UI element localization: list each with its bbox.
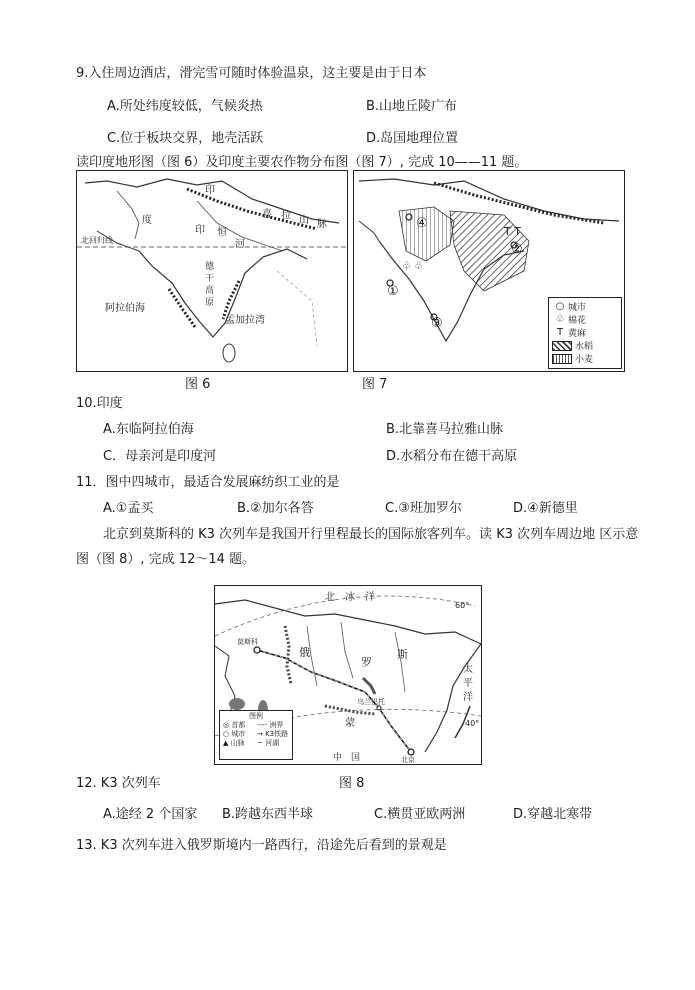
q11-option-c: C.③班加罗尔 (385, 501, 462, 516)
india-terrain-map (76, 170, 348, 372)
q13-stem: 13. K3 次列车进入俄罗斯境内一路西行，沿途先后看到的景观是 (76, 838, 447, 853)
legend-wheat-label: 小麦 (575, 355, 594, 365)
label-luo: 罗 (361, 656, 372, 669)
q9-option-b: B.山地丘陵广布 (366, 99, 458, 114)
wheat-swatch-icon (552, 354, 572, 364)
label-si: 斯 (397, 648, 408, 661)
legend-rice-label: 水稻 (575, 342, 594, 352)
marker-4: ④ (416, 216, 428, 231)
label-deccan-2: 干 (205, 274, 215, 284)
q11-option-d: D.④新德里 (513, 501, 578, 516)
legend-city-label: 城市 (568, 303, 587, 313)
label-mai: 脉 (317, 219, 327, 230)
label-yin: 印 (195, 225, 205, 236)
label-shan: 山 (299, 215, 309, 226)
legend-wheat (552, 352, 618, 365)
q9-option-c: C.位于板块交界，地壳活跃 (107, 131, 264, 146)
label-ulaanbaatar: 乌兰巴托 (357, 698, 385, 706)
india-crops-map (353, 170, 625, 372)
jute-icon: T (556, 327, 564, 338)
intro-k3-line2: 图（图 8）, 完成 12～14 题。 (76, 552, 256, 567)
label-pacific-1: 太 (463, 664, 473, 675)
map8-legend-boundary: ---- 洲界 (257, 721, 284, 729)
map8-legend (219, 710, 293, 760)
legend-cotton-label: 棉花 (568, 316, 587, 326)
map7-caption: 图 7 (362, 377, 388, 392)
legend-city (552, 300, 618, 313)
label-xi: 喜 (262, 209, 272, 220)
map8-legend-mountain: ▲ 山脉 (223, 739, 245, 747)
label-deccan-3: 高 (205, 286, 215, 296)
legend-rice (552, 339, 618, 352)
map7-legend (548, 297, 622, 369)
map6-caption: 图 6 (185, 377, 211, 392)
marker-2: ② (511, 242, 523, 257)
city-icon: ○ (555, 301, 565, 312)
label-arabian-sea: 阿拉伯海 (105, 303, 145, 314)
map8-legend-river: ~ 河湖 (257, 739, 280, 747)
label-beijing: 北京 (401, 756, 415, 764)
q10-option-d: D.水稻分布在德干高原 (386, 449, 518, 464)
label-pacific-3: 洋 (463, 692, 473, 703)
label-deccan-4: 原 (205, 298, 215, 308)
label-mongolia: 蒙 (345, 718, 355, 729)
q10-option-b: B.北靠喜马拉雅山脉 (386, 422, 504, 437)
q9-option-a: A.所处纬度较低，气候炎热 (107, 99, 263, 114)
q12-option-c: C.横贯亚欧两洲 (374, 807, 466, 822)
map8-legend-railway: → K3铁路 (257, 730, 289, 738)
marker-3: ③ (431, 316, 443, 331)
legend-jute-label: 黄麻 (568, 329, 587, 339)
label-e: 俄 (299, 646, 310, 659)
q11-stem: 11．图中四城市，最适合发展麻纺织工业的是 (76, 475, 340, 490)
label-tropic: 北回归线 (81, 236, 113, 245)
marker-1: ① (387, 284, 399, 299)
q12-option-d: D.穿越北寒带 (513, 807, 593, 822)
q11-option-a: A.①孟买 (103, 501, 154, 516)
label-arctic-ocean: 北 冰 洋 (325, 592, 375, 603)
map8-legend-title: 图例 (249, 712, 263, 720)
label-deccan: 德 (205, 262, 215, 272)
label-he: 河 (235, 239, 245, 250)
label-pacific-2: 平 (463, 678, 473, 689)
label-la: 拉 (281, 211, 291, 222)
map8-legend-city: ○ 城市 (223, 730, 246, 738)
q10-option-a: A.东临阿拉伯海 (103, 422, 194, 437)
label-china: 中 国 (333, 753, 361, 763)
rice-swatch-icon (552, 341, 572, 351)
q12-stem: 12. K3 次列车 (76, 776, 161, 791)
q12-option-b: B.跨越东西半球 (222, 807, 314, 822)
cotton-icon: ♧ (555, 314, 565, 325)
label-du: 度 (142, 215, 152, 226)
q9-option-d: D.岛国地理位置 (366, 131, 459, 146)
legend-jute (552, 326, 618, 339)
q10-stem: 10.印度 (76, 396, 123, 411)
legend-cotton (552, 313, 618, 326)
q11-option-b: B.②加尔各答 (237, 501, 314, 516)
q10-option-c: C．母亲河是印度河 (103, 449, 217, 464)
intro-india: 读印度地形图（图 6）及印度主要农作物分布图（图 7）, 完成 10——11 题。 (76, 155, 528, 170)
q12-option-a: A.途经 2 个国家 (103, 807, 198, 822)
q9-stem: 9.入住周边酒店，滑完雪可随时体验温泉，这主要是由于日本 (76, 66, 427, 81)
label-lat60: 60° (455, 601, 470, 610)
k3-region-map (214, 585, 482, 765)
intro-k3-line1: 北京到莫斯科的 K3 次列车是我国开行里程最长的国际旅客列车。读 K3 次列车周边地 区示意 (103, 527, 639, 542)
label-bay-of-bengal: 孟加拉湾 (225, 315, 265, 326)
label-lat40: 40° (465, 719, 480, 728)
label-heng: 恒 (217, 227, 227, 238)
cotton-symbol: ♧ ♧ (402, 261, 424, 272)
map8-caption: 图 8 (339, 776, 365, 791)
label-moscow: 莫斯科 (237, 638, 258, 646)
jute-symbol: T T (504, 225, 521, 238)
map8-legend-capital: ◎ 首都 (223, 721, 246, 729)
label-yin2: 印 (205, 185, 215, 196)
